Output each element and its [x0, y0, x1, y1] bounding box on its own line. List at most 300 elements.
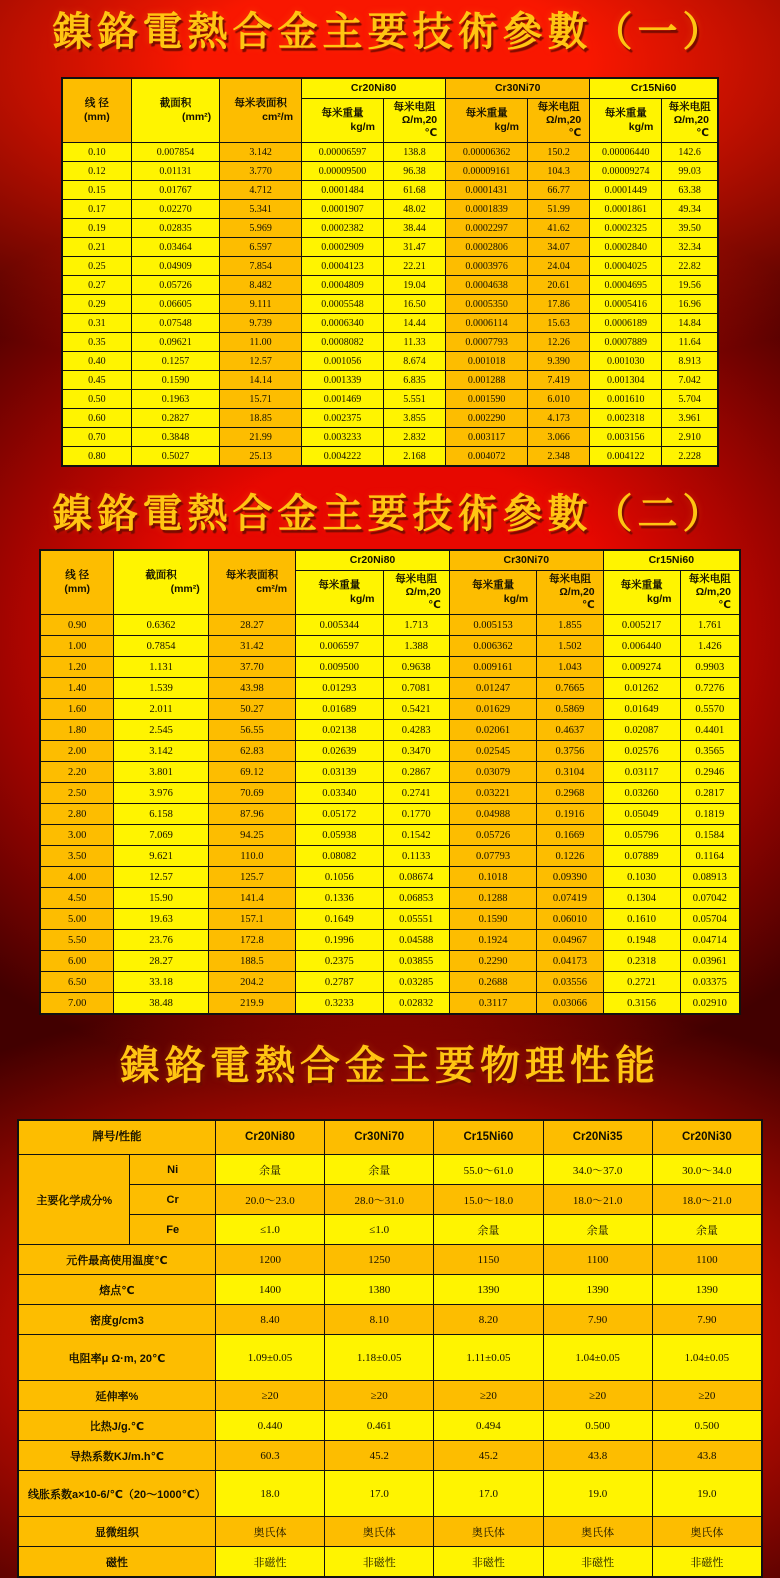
- table-cell: 0.02639: [296, 741, 383, 762]
- table-cell: 0.7665: [537, 678, 603, 699]
- table-cell: 0.50: [63, 390, 132, 409]
- table-cell: 15.71: [220, 390, 302, 409]
- table-cell: 0.0001839: [446, 200, 528, 219]
- table-cell: 0.006440: [603, 636, 680, 657]
- table-cell: 0.05704: [680, 909, 739, 930]
- table-row: [63, 257, 718, 276]
- table-cell: 0.0004123: [302, 257, 384, 276]
- table-row: [19, 1441, 762, 1471]
- table-cell: 7.00: [41, 993, 114, 1014]
- table-cell: 0.2688: [449, 972, 536, 993]
- table-cell: 0.009161: [449, 657, 536, 678]
- alloy-group-cr15ni60: Cr15Ni60: [603, 551, 739, 571]
- table-cell: 余量: [652, 1215, 761, 1245]
- table-cell: 0.02910: [680, 993, 739, 1014]
- table-cell: 2.00: [41, 741, 114, 762]
- table-cell: 0.004222: [302, 447, 384, 466]
- table-cell: 0.1257: [131, 352, 219, 371]
- table-cell: 15.90: [114, 888, 208, 909]
- table-cell: 19.04: [383, 276, 445, 295]
- table-cell: 8.913: [662, 352, 718, 371]
- table-row: [63, 352, 718, 371]
- col-header-surface: 每米表面积 cm²/m: [220, 79, 302, 143]
- table-cell: 24.04: [528, 257, 590, 276]
- table-cell: 0.3104: [537, 762, 603, 783]
- table-cell: 17.86: [528, 295, 590, 314]
- table-cell: 2.50: [41, 783, 114, 804]
- table-cell: 0.04909: [131, 257, 219, 276]
- table-cell: 0.1610: [603, 909, 680, 930]
- table-cell: 0.0002806: [446, 238, 528, 257]
- table-cell: 0.02545: [449, 741, 536, 762]
- table-header: [19, 1121, 762, 1155]
- table-row: [19, 1335, 762, 1381]
- parameters-table-2-body: [41, 615, 740, 1014]
- table-cell: 0.461: [325, 1411, 434, 1441]
- table-cell: 0.005344: [296, 615, 383, 636]
- table-cell: 8.40: [215, 1305, 324, 1335]
- table-cell: 非磁性: [325, 1547, 434, 1577]
- table-cell: 6.50: [41, 972, 114, 993]
- table-cell: 0.0006114: [446, 314, 528, 333]
- table-cell: ≤1.0: [215, 1215, 324, 1245]
- table-cell: 0.17: [63, 200, 132, 219]
- table-cell: 0.21: [63, 238, 132, 257]
- table-cell: 22.21: [383, 257, 445, 276]
- table-cell: 37.70: [208, 657, 295, 678]
- table-row: [19, 1155, 762, 1185]
- table-row: [41, 741, 740, 762]
- table-cell: 5.551: [383, 390, 445, 409]
- table-cell: 5.341: [220, 200, 302, 219]
- alloy-group-cr30ni70: Cr30Ni70: [449, 551, 603, 571]
- row-label: 延伸率%: [19, 1381, 216, 1411]
- table-cell: 0.0005548: [302, 295, 384, 314]
- table-cell: 0.03855: [383, 951, 449, 972]
- table-row: [63, 333, 718, 352]
- table-cell: 11.00: [220, 333, 302, 352]
- table-cell: 0.05049: [603, 804, 680, 825]
- table-cell: 0.07793: [449, 846, 536, 867]
- table-cell: 0.1584: [680, 825, 739, 846]
- table-cell: 0.1304: [603, 888, 680, 909]
- header-row: [19, 1121, 762, 1155]
- table-cell: 1.18±0.05: [325, 1335, 434, 1381]
- table-cell: 0.001610: [590, 390, 662, 409]
- alloy-group-cr15ni60: Cr15Ni60: [590, 79, 718, 99]
- table-cell: 余量: [434, 1215, 543, 1245]
- table-cell: 0.1996: [296, 930, 383, 951]
- table-cell: 4.712: [220, 181, 302, 200]
- table-cell: 1.00: [41, 636, 114, 657]
- table-cell: 14.14: [220, 371, 302, 390]
- table-cell: 0.02138: [296, 720, 383, 741]
- table-cell: 0.06853: [383, 888, 449, 909]
- table-cell: 2.545: [114, 720, 208, 741]
- table-cell: 172.8: [208, 930, 295, 951]
- table-cell: 28.0～31.0: [325, 1185, 434, 1215]
- table-cell: 0.00009274: [590, 162, 662, 181]
- header-group-row: [41, 551, 740, 571]
- col-header-cr20ni35: Cr20Ni35: [543, 1121, 652, 1155]
- table-cell: 3.961: [662, 409, 718, 428]
- table-cell: 0.3470: [383, 741, 449, 762]
- row-label-chemical: 主要化学成分%: [19, 1155, 130, 1245]
- table-cell: 50.27: [208, 699, 295, 720]
- row-label: 密度g/cm3: [19, 1305, 216, 1335]
- table-cell: 3.066: [528, 428, 590, 447]
- table-cell: 18.85: [220, 409, 302, 428]
- table-cell: 0.1542: [383, 825, 449, 846]
- table-cell: 6.010: [528, 390, 590, 409]
- table-cell: 61.68: [383, 181, 445, 200]
- table-cell: 1150: [434, 1245, 543, 1275]
- table-cell: 0.005153: [449, 615, 536, 636]
- table-cell: 1.04±0.05: [543, 1335, 652, 1381]
- table-row: [63, 219, 718, 238]
- table-cell: 34.0～37.0: [543, 1155, 652, 1185]
- table-cell: 0.1288: [449, 888, 536, 909]
- table-cell: ≥20: [543, 1381, 652, 1411]
- table-cell: 6.00: [41, 951, 114, 972]
- table-cell: 1100: [543, 1245, 652, 1275]
- row-label: 线胀系数a×10-6/℃（20～1000℃）: [19, 1471, 216, 1517]
- table-cell: 0.1018: [449, 867, 536, 888]
- table-row: [41, 909, 740, 930]
- table-cell: 0.004072: [446, 447, 528, 466]
- table-cell: 0.01247: [449, 678, 536, 699]
- table-cell: 18.0: [215, 1471, 324, 1517]
- table-cell: 125.7: [208, 867, 295, 888]
- col-header-weight: 每米重量 kg/m: [603, 571, 680, 615]
- table-cell: 1.09±0.05: [215, 1335, 324, 1381]
- table-cell: 11.64: [662, 333, 718, 352]
- table-cell: ≥20: [434, 1381, 543, 1411]
- table-row: [41, 888, 740, 909]
- table-cell: 1.40: [41, 678, 114, 699]
- row-label: 熔点℃: [19, 1275, 216, 1305]
- table-cell: 188.5: [208, 951, 295, 972]
- row-label: 磁性: [19, 1547, 216, 1577]
- table-cell: 41.62: [528, 219, 590, 238]
- table-cell: 0.0004695: [590, 276, 662, 295]
- table-cell: 9.621: [114, 846, 208, 867]
- col-header-cr15ni60: Cr15Ni60: [434, 1121, 543, 1155]
- table-row: [19, 1411, 762, 1441]
- table-cell: 55.0～61.0: [434, 1155, 543, 1185]
- table-cell: 0.00006597: [302, 143, 384, 162]
- table-cell: 1.043: [537, 657, 603, 678]
- table-cell: 0.02835: [131, 219, 219, 238]
- table-cell: 43.98: [208, 678, 295, 699]
- table-cell: 6.835: [383, 371, 445, 390]
- table-cell: 63.38: [662, 181, 718, 200]
- table-cell: 3.142: [220, 143, 302, 162]
- table-row: [63, 200, 718, 219]
- col-header-weight: 每米重量 kg/m: [590, 99, 662, 143]
- table-cell: 0.00009500: [302, 162, 384, 181]
- alloy-group-cr20ni80: Cr20Ni80: [302, 79, 446, 99]
- table-cell: 0.35: [63, 333, 132, 352]
- table-cell: 5.50: [41, 930, 114, 951]
- table-cell: 0.001056: [302, 352, 384, 371]
- table-cell: 0.80: [63, 447, 132, 466]
- table-cell: 0.1916: [537, 804, 603, 825]
- table-cell: 0.0005416: [590, 295, 662, 314]
- table-cell: 0.0001484: [302, 181, 384, 200]
- table-cell: 12.57: [114, 867, 208, 888]
- table-cell: 204.2: [208, 972, 295, 993]
- table-cell: 1.20: [41, 657, 114, 678]
- col-header-surface: 每米表面积 cm²/m: [208, 551, 295, 615]
- table-cell: 0.2827: [131, 409, 219, 428]
- table-cell: 0.2721: [603, 972, 680, 993]
- table-cell: 69.12: [208, 762, 295, 783]
- table-cell: 0.0004809: [302, 276, 384, 295]
- table-cell: 60.3: [215, 1441, 324, 1471]
- table-cell: 1.855: [537, 615, 603, 636]
- table-row: [19, 1471, 762, 1517]
- table-cell: 8.20: [434, 1305, 543, 1335]
- table-cell: 0.9903: [680, 657, 739, 678]
- table-row: [63, 143, 718, 162]
- table-cell: 0.3233: [296, 993, 383, 1014]
- table-cell: 0.003233: [302, 428, 384, 447]
- table-cell: 219.9: [208, 993, 295, 1014]
- col-header-area: 截面积 (mm²): [131, 79, 219, 143]
- table-row: [41, 783, 740, 804]
- table-cell: 1200: [215, 1245, 324, 1275]
- col-header-diameter: 线 径 (mm): [41, 551, 114, 615]
- table-cell: 0.001288: [446, 371, 528, 390]
- table-cell: 0.06010: [537, 909, 603, 930]
- table-cell: 0.003117: [446, 428, 528, 447]
- col-header-resistance: 每米电阻 Ω/m,20 ℃: [537, 571, 603, 615]
- table-cell: 6.158: [114, 804, 208, 825]
- table-cell: 150.2: [528, 143, 590, 162]
- table-cell: 3.00: [41, 825, 114, 846]
- col-header-resistance: 每米电阻 Ω/m,20 ℃: [528, 99, 590, 143]
- table-cell: 1.11±0.05: [434, 1335, 543, 1381]
- table-cell: 4.50: [41, 888, 114, 909]
- table-cell: 38.48: [114, 993, 208, 1014]
- table-cell: 0.2867: [383, 762, 449, 783]
- table-cell: 奥氏体: [434, 1517, 543, 1547]
- table-cell: 70.69: [208, 783, 295, 804]
- table-cell: 0.01262: [603, 678, 680, 699]
- table-row: [41, 930, 740, 951]
- table-cell: 38.44: [383, 219, 445, 238]
- table-cell: 奥氏体: [215, 1517, 324, 1547]
- table-cell: 0.0002909: [302, 238, 384, 257]
- table-cell: 0.002375: [302, 409, 384, 428]
- table-cell: 14.84: [662, 314, 718, 333]
- table-cell: 0.009274: [603, 657, 680, 678]
- table-cell: 奥氏体: [543, 1517, 652, 1547]
- table-cell: 6.597: [220, 238, 302, 257]
- table-cell: 0.5570: [680, 699, 739, 720]
- table-cell: 0.00006362: [446, 143, 528, 162]
- table-cell: 0.0006340: [302, 314, 384, 333]
- table-cell: 0.19: [63, 219, 132, 238]
- table-cell: 1.131: [114, 657, 208, 678]
- table-cell: 0.500: [543, 1411, 652, 1441]
- table-cell: 0.4283: [383, 720, 449, 741]
- table-cell: 0.500: [652, 1411, 761, 1441]
- table-cell: ≥20: [215, 1381, 324, 1411]
- table-row: [41, 972, 740, 993]
- table-cell: 0.0001449: [590, 181, 662, 200]
- table-cell: 16.50: [383, 295, 445, 314]
- table-cell: 0.7081: [383, 678, 449, 699]
- table-cell: 0.002318: [590, 409, 662, 428]
- table-cell: 1.388: [383, 636, 449, 657]
- table-row: [41, 762, 740, 783]
- table-cell: 奥氏体: [652, 1517, 761, 1547]
- table-cell: 11.33: [383, 333, 445, 352]
- table-cell: 15.0～18.0: [434, 1185, 543, 1215]
- table-cell: 0.0006189: [590, 314, 662, 333]
- table-cell: 0.5421: [383, 699, 449, 720]
- table-cell: 0.07889: [603, 846, 680, 867]
- table-cell: 0.03260: [603, 783, 680, 804]
- table-cell: 0.07548: [131, 314, 219, 333]
- table-cell: 0.03340: [296, 783, 383, 804]
- table-cell: 3.142: [114, 741, 208, 762]
- table-cell: 余量: [325, 1155, 434, 1185]
- table-cell: 0.04173: [537, 951, 603, 972]
- table-cell: 0.0005350: [446, 295, 528, 314]
- table-cell: 0.0001431: [446, 181, 528, 200]
- table-cell: 1.80: [41, 720, 114, 741]
- table-cell: 33.18: [114, 972, 208, 993]
- table-cell: 0.00006440: [590, 143, 662, 162]
- table-cell: 99.03: [662, 162, 718, 181]
- col-header-grade: 牌号/性能: [19, 1121, 216, 1155]
- table-cell: 0.31: [63, 314, 132, 333]
- table-cell: 48.02: [383, 200, 445, 219]
- table-header: [41, 551, 740, 615]
- table-cell: 0.3117: [449, 993, 536, 1014]
- table-cell: ≤1.0: [325, 1215, 434, 1245]
- table-cell: 0.0003976: [446, 257, 528, 276]
- table-cell: 0.6362: [114, 615, 208, 636]
- table-cell: 0.05551: [383, 909, 449, 930]
- table-cell: 0.25: [63, 257, 132, 276]
- table-cell: 0.0001861: [590, 200, 662, 219]
- col-header-cr20ni30: Cr20Ni30: [652, 1121, 761, 1155]
- table-cell: 56.55: [208, 720, 295, 741]
- table-cell: ≥20: [325, 1381, 434, 1411]
- table-cell: 30.0～34.0: [652, 1155, 761, 1185]
- table-cell: 1.60: [41, 699, 114, 720]
- col-header-diameter: 线 径 (mm): [63, 79, 132, 143]
- section-title-3: 鎳鉻電熱合金主要物理性能: [120, 1044, 660, 1088]
- table-cell: 3.770: [220, 162, 302, 181]
- table-cell: 非磁性: [434, 1547, 543, 1577]
- table-cell: 0.1948: [603, 930, 680, 951]
- table-cell: 0.40: [63, 352, 132, 371]
- table-cell: 0.27: [63, 276, 132, 295]
- table-cell: 0.001339: [302, 371, 384, 390]
- table-cell: 0.001030: [590, 352, 662, 371]
- table-cell: 0.45: [63, 371, 132, 390]
- table-cell: 0.1590: [131, 371, 219, 390]
- col-header-weight: 每米重量 kg/m: [449, 571, 536, 615]
- table-row: [41, 951, 740, 972]
- table-cell: 0.004122: [590, 447, 662, 466]
- table-cell: 0.1056: [296, 867, 383, 888]
- table-cell: 0.03556: [537, 972, 603, 993]
- table-cell: 0.002290: [446, 409, 528, 428]
- table-cell: 5.00: [41, 909, 114, 930]
- table-cell: 0.05172: [296, 804, 383, 825]
- table-cell: 0.01629: [449, 699, 536, 720]
- table-cell: 5.704: [662, 390, 718, 409]
- table-cell: 0.04714: [680, 930, 739, 951]
- table-cell: 14.44: [383, 314, 445, 333]
- table-cell: 1250: [325, 1245, 434, 1275]
- table-cell: 1.502: [537, 636, 603, 657]
- table-cell: 0.08674: [383, 867, 449, 888]
- table-cell: 34.07: [528, 238, 590, 257]
- table-cell: 0.1819: [680, 804, 739, 825]
- table-cell: 0.0007889: [590, 333, 662, 352]
- table-row: [41, 867, 740, 888]
- alloy-group-cr30ni70: Cr30Ni70: [446, 79, 590, 99]
- table-cell: 9.390: [528, 352, 590, 371]
- row-sublabel-element: Fe: [130, 1215, 215, 1245]
- table-cell: 15.63: [528, 314, 590, 333]
- table-cell: 0.006597: [296, 636, 383, 657]
- table-cell: 0.04988: [449, 804, 536, 825]
- table-cell: 0.01767: [131, 181, 219, 200]
- table-cell: 0.7276: [680, 678, 739, 699]
- table-cell: 0.03079: [449, 762, 536, 783]
- table-cell: 0.3848: [131, 428, 219, 447]
- table-cell: 非磁性: [215, 1547, 324, 1577]
- table-cell: 0.5027: [131, 447, 219, 466]
- col-header-cr20ni80: Cr20Ni80: [215, 1121, 324, 1155]
- table-row: [41, 720, 740, 741]
- table-cell: 0.1963: [131, 390, 219, 409]
- table-cell: 17.0: [325, 1471, 434, 1517]
- table-cell: 138.8: [383, 143, 445, 162]
- table-cell: 0.494: [434, 1411, 543, 1441]
- table-cell: 43.8: [543, 1441, 652, 1471]
- table-cell: 0.0008082: [302, 333, 384, 352]
- table-row: [19, 1245, 762, 1275]
- table-cell: 0.2375: [296, 951, 383, 972]
- table-cell: 51.99: [528, 200, 590, 219]
- table-cell: 7.90: [543, 1305, 652, 1335]
- table-cell: 0.2968: [537, 783, 603, 804]
- table-header: [63, 79, 718, 143]
- table-cell: 0.1924: [449, 930, 536, 951]
- table-cell: 20.61: [528, 276, 590, 295]
- table-row: [63, 428, 718, 447]
- table-row: [63, 162, 718, 181]
- table-cell: 9.739: [220, 314, 302, 333]
- table-cell: 19.56: [662, 276, 718, 295]
- parameters-table-1-body: [63, 143, 718, 466]
- table-row: [63, 276, 718, 295]
- table-cell: 0.03139: [296, 762, 383, 783]
- table-cell: 0.07419: [537, 888, 603, 909]
- table-row: [63, 390, 718, 409]
- table-cell: 余量: [543, 1215, 652, 1245]
- table-row: [19, 1381, 762, 1411]
